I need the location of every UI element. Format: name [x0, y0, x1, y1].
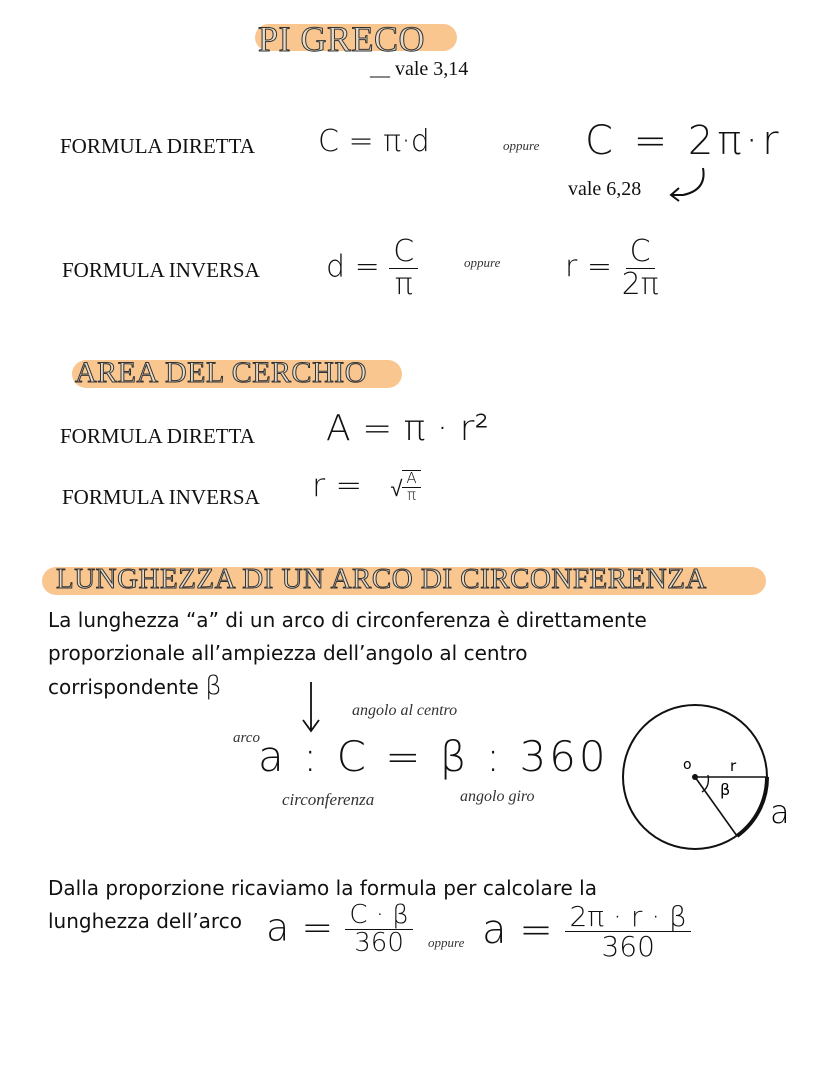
down-arrow-icon: [300, 680, 322, 734]
para-line: [48, 670, 647, 704]
formula-lhs: r =: [312, 466, 363, 504]
arc-highlight: [737, 777, 767, 836]
denominator: π: [394, 266, 413, 302]
fraction: [565, 902, 690, 962]
area-direct-formula: A = π · r²: [326, 408, 489, 449]
arc-formula-1: [266, 902, 413, 958]
denominator: 360: [354, 928, 404, 959]
direct-formula-label: FORMULA DIRETTA: [60, 134, 255, 158]
direct-formula-1: C = π·d: [318, 124, 430, 159]
arc-note: arco: [233, 730, 260, 746]
numerator: C: [389, 236, 418, 269]
center-label: o: [683, 757, 692, 773]
arc-label: a: [770, 793, 790, 831]
para-line: La lunghezza “a” di un arco di circonferenza è direttamente: [48, 608, 647, 632]
direct-formula-2: C = 2π·r: [585, 118, 783, 164]
formula-lhs: d =: [326, 249, 380, 285]
fraction: [622, 236, 659, 300]
numerator: A: [402, 471, 420, 488]
numerator: 2π · r · β: [565, 902, 690, 932]
numerator: C: [626, 236, 655, 269]
angle-center-note: angolo al centro: [352, 702, 458, 719]
section-title-arc: LUNGHEZZA DI UN ARCO DI CIRCONFERENZA: [56, 563, 707, 595]
inverse-formula-label: FORMULA INVERSA: [62, 258, 260, 282]
section-title-area: AREA DEL CERCHIO: [75, 356, 367, 389]
numerator: C · β: [345, 902, 413, 930]
para-line: lunghezza dell’arco: [48, 909, 242, 933]
sqrt-icon: √: [390, 477, 403, 502]
inverse-formula-2: [565, 236, 659, 300]
curved-arrow-icon: [665, 165, 715, 205]
section-title-pi: PI GRECO: [258, 19, 426, 59]
proportion-formula: a : C = β : 360: [258, 732, 609, 781]
or-text: oppure: [503, 138, 540, 153]
denominator: π: [407, 486, 417, 504]
para-line: proporzionale all’ampiezza dell’angolo al centro: [48, 641, 528, 665]
or-text: oppure: [464, 255, 501, 270]
area-inverse-formula: [312, 466, 421, 504]
radius-label: r: [730, 757, 737, 775]
formula-lhs: a =: [266, 905, 334, 950]
or-text: oppure: [428, 935, 465, 950]
denominator: 2π: [621, 266, 659, 302]
pi-value-note: __ vale 3,14: [370, 58, 469, 80]
beta-symbol: β: [205, 671, 222, 701]
center-point: [692, 774, 698, 780]
para-line: Dalla proporzione ricaviamo la formula per calcolare la: [48, 876, 597, 900]
inverse-formula-1: [326, 236, 418, 300]
arc-paragraph: [48, 604, 647, 704]
arc-formula-2: [482, 902, 691, 962]
formula-lhs: r =: [565, 249, 613, 285]
formula-lhs: a =: [482, 906, 553, 953]
angle-label: β: [720, 780, 731, 799]
direct-formula-label: FORMULA DIRETTA: [60, 424, 255, 448]
full-angle-note: angolo giro: [460, 788, 535, 805]
radius-line: [695, 777, 737, 836]
circle-diagram: [610, 695, 810, 865]
fraction: [389, 236, 418, 300]
circumference-note: circonferenza: [282, 790, 375, 809]
para-text: corrispondente: [48, 675, 199, 699]
inverse-formula-label: FORMULA INVERSA: [62, 485, 260, 509]
fraction: [402, 470, 420, 504]
pi-double-value-note: vale 6,28: [568, 178, 642, 200]
fraction: [345, 902, 413, 958]
denominator: 360: [601, 930, 655, 964]
